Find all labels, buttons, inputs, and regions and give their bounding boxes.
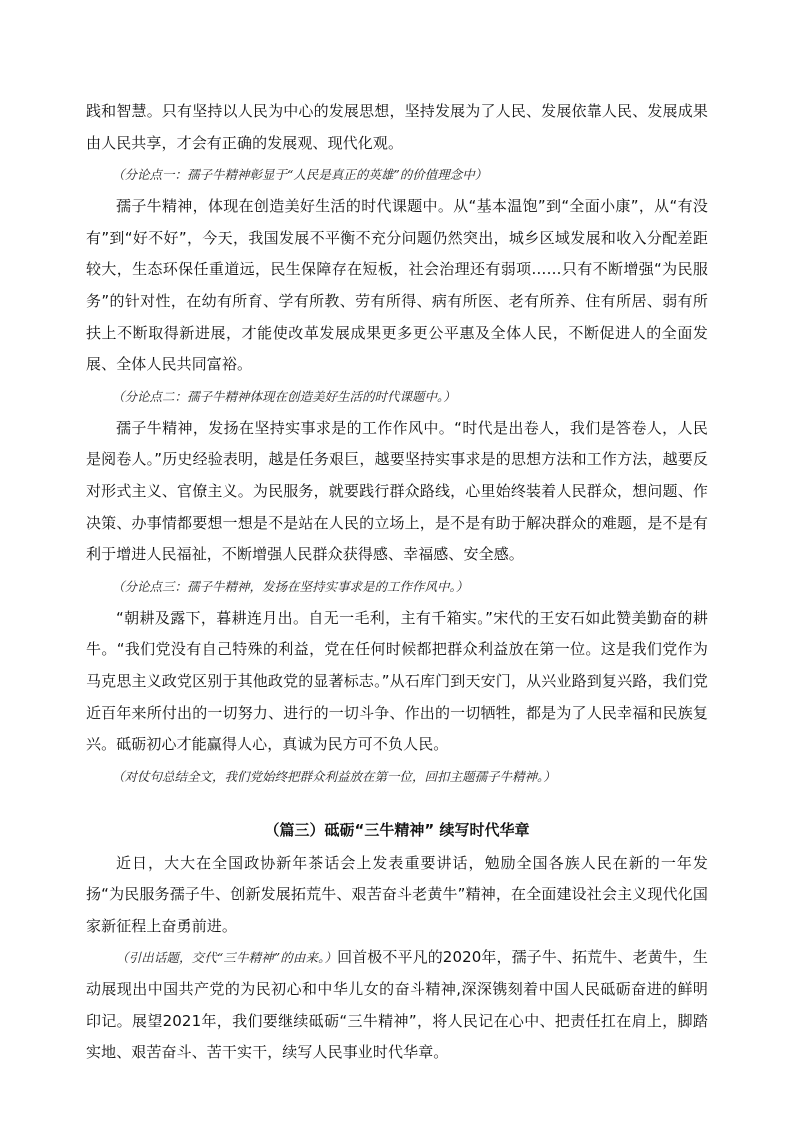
annotation-4: （对仗句总结全文，我们党始终把群众利益放在第一位，回扣主题孺子牛精神。） bbox=[112, 768, 556, 784]
annotation-5: （引出话题，交代“三牛精神”的由来。） bbox=[116, 950, 338, 966]
paragraph-6 bbox=[86, 942, 708, 1068]
section-heading: （篇三）砥砺“三牛精神” 续写时代华章 bbox=[264, 820, 530, 839]
annotation-3: （分论点三：孺子牛精神，发扬在坚持实事求是的工作作风中。） bbox=[112, 578, 469, 594]
paragraph-1: 践和智慧。只有坚持以人民为中心的发展思想，坚持发展为了人民、发展依靠人民、发展成果由人民共享，才会有正确的发展观、现代化观。 bbox=[86, 102, 708, 152]
paragraph-4: “朝耕及露下，暮耕连月出。自无一毛利，主有千箱实。”宋代的王安石如此赞美勤奋的耕牛。“我们党没有自己特殊的利益，党在任何时候都把群众利益放在第一位。这是我们党作为马克思主义政党区别于其他政党的显著标志。”从石库门到天安门，从兴业路到复兴路，我们党近百年来所付出的一切努力、进行的一切斗争、作出的一切牺牲，都是为了人民幸福和民族复兴。砥砺初心才能赢得人心，真诚为民方可不负人民。 bbox=[86, 608, 708, 754]
document-body bbox=[86, 96, 708, 1069]
paragraph-6-text: 回首极不平凡的2020年，孺子牛、拓荒牛、老黄牛，生动展现出中国共产党的为民初心和中华儿女的奋斗精神,深深镌刻着中国人民砥砺奋进的鲜明印记。展望2021年，我们要继续砥砺“三牛精神”，将人民记在心中、把责任扛在肩上，脚踏实地、艰苦奋斗、苦干实干，续写人民事业时代华章。 bbox=[86, 948, 708, 1062]
annotation-2: （分论点二：孺子牛精神体现在创造美好生活的时代课题中。） bbox=[112, 388, 456, 404]
annotation-1: （分论点一：孺子牛精神彰显于“人民是真正的英雄”的价值理念中） bbox=[112, 167, 488, 183]
paragraph-5: 近日，大大在全国政协新年茶话会上发表重要讲话，勉励全国各族人民在新的一年发扬“为民服务孺子牛、创新发展拓荒牛、艰苦奋斗老黄牛”精神，在全面建设社会主义现代化国家新征程上奋勇前进。 bbox=[86, 853, 708, 935]
paragraph-3: 孺子牛精神，发扬在坚持实事求是的工作作风中。“时代是出卷人，我们是答卷人，人民是阅卷人。”历史经验表明，越是任务艰巨，越要坚持实事求是的思想方法和工作方法，越要反对形式主义、官僚主义。为民服务，就要践行群众路线，心里始终装着人民群众，想问题、作决策、办事情都要想一想是不是站在人民的立场上，是不是有助于解决群众的难题，是不是有利于增进人民福祉，不断增强人民群众获得感、幸福感、安全感。 bbox=[86, 418, 708, 564]
paragraph-2: 孺子牛精神，体现在创造美好生活的时代课题中。从“基本温饱”到“全面小康”，从“有没有”到“好不好”，今天，我国发展不平衡不充分问题仍然突出，城乡区域发展和收入分配差距较大，生态环保任重道远，民生保障存在短板，社会治理还有弱项……只有不断增强“为民服务”的针对性，在幼有所育、学有所教、劳有所得、病有所医、老有所养、住有所居、弱有所扶上不断取得新进展，才能使改革发展成果更多更公平惠及全体人民，不断促进人的全面发展、全体人民共同富裕。 bbox=[86, 197, 708, 374]
